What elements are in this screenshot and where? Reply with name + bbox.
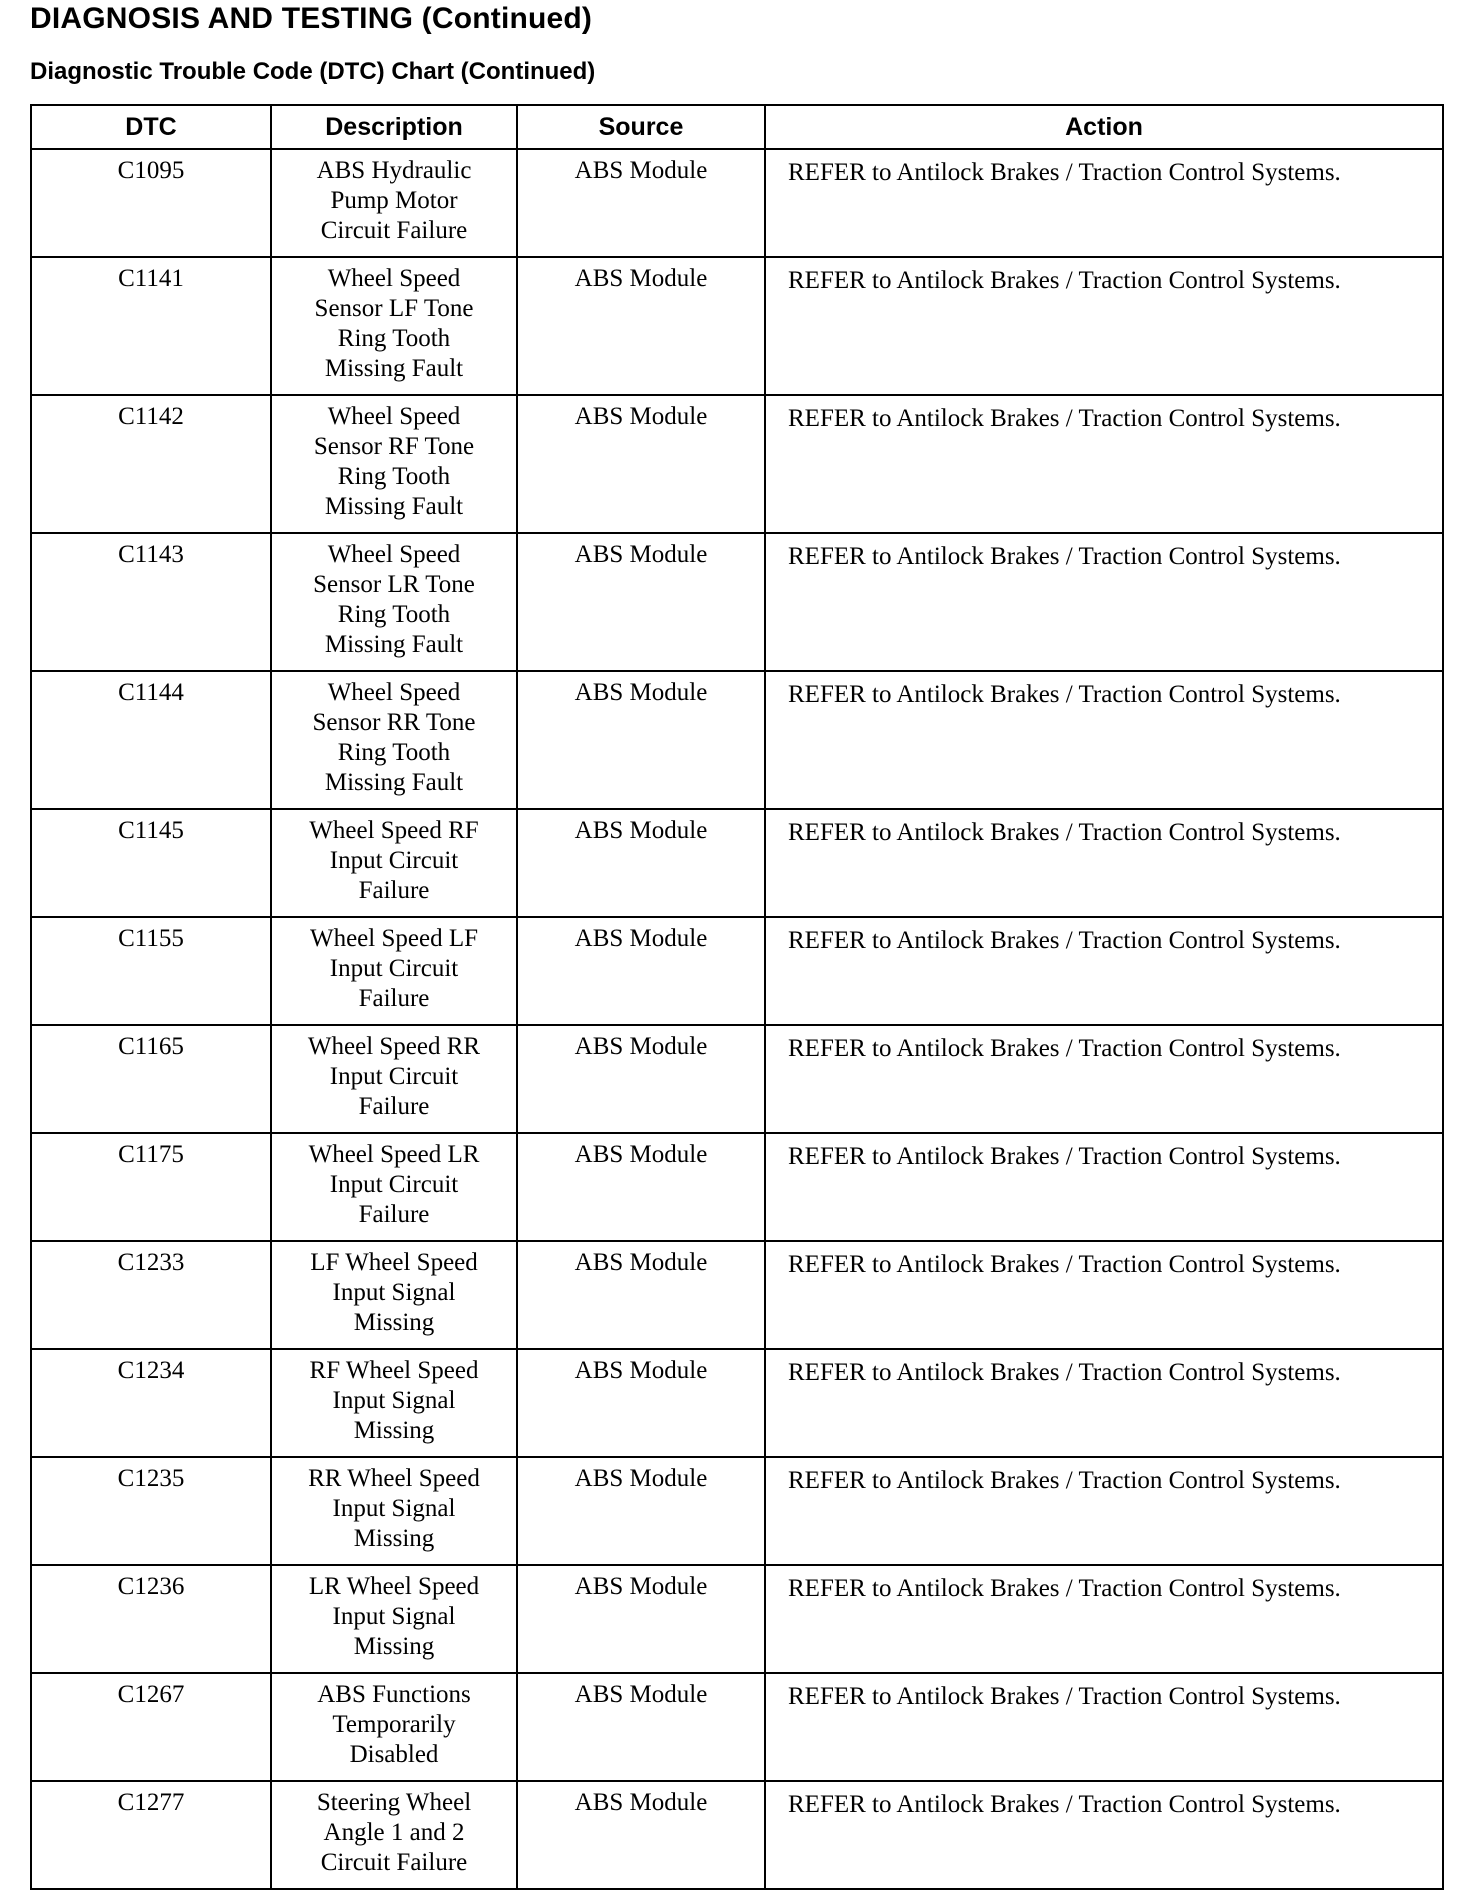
dtc-source: ABS Module (517, 149, 765, 257)
table-row (31, 809, 1443, 917)
dtc-action: REFER to Antilock Brakes / Traction Control Systems. (765, 1241, 1443, 1349)
column-header-description: Description (271, 105, 517, 149)
dtc-action: REFER to Antilock Brakes / Traction Control Systems. (765, 809, 1443, 917)
dtc-code: C1267 (31, 1673, 271, 1781)
dtc-description: Wheel Speed RF Input Circuit Failure (271, 809, 517, 917)
dtc-description: Wheel Speed Sensor LF Tone Ring Tooth Missing Fault (271, 257, 517, 395)
dtc-description: LR Wheel Speed Input Signal Missing (271, 1565, 517, 1673)
dtc-description: ABS Functions Temporarily Disabled (271, 1673, 517, 1781)
dtc-description: Wheel Speed RR Input Circuit Failure (271, 1025, 517, 1133)
dtc-source: ABS Module (517, 1565, 765, 1673)
dtc-action: REFER to Antilock Brakes / Traction Control Systems. (765, 1133, 1443, 1241)
dtc-action: REFER to Antilock Brakes / Traction Control Systems. (765, 917, 1443, 1025)
page-title: DIAGNOSIS AND TESTING (Continued) (30, 2, 593, 35)
dtc-code: C1141 (31, 257, 271, 395)
table-row (31, 257, 1443, 395)
dtc-source: ABS Module (517, 917, 765, 1025)
dtc-code: C1095 (31, 149, 271, 257)
dtc-action: REFER to Antilock Brakes / Traction Control Systems. (765, 1025, 1443, 1133)
dtc-code: C1142 (31, 395, 271, 533)
dtc-description: LF Wheel Speed Input Signal Missing (271, 1241, 517, 1349)
table-row (31, 395, 1443, 533)
dtc-action: REFER to Antilock Brakes / Traction Control Systems. (765, 395, 1443, 533)
dtc-code: C1233 (31, 1241, 271, 1349)
table-row (31, 149, 1443, 257)
table-row (31, 671, 1443, 809)
table-row (31, 1025, 1443, 1133)
dtc-description: Wheel Speed LR Input Circuit Failure (271, 1133, 517, 1241)
dtc-code: C1145 (31, 809, 271, 917)
dtc-code: C1144 (31, 671, 271, 809)
dtc-code: C1165 (31, 1025, 271, 1133)
column-header-dtc: DTC (31, 105, 271, 149)
dtc-action: REFER to Antilock Brakes / Traction Control Systems. (765, 1565, 1443, 1673)
dtc-description: Wheel Speed LF Input Circuit Failure (271, 917, 517, 1025)
dtc-action: REFER to Antilock Brakes / Traction Control Systems. (765, 1673, 1443, 1781)
dtc-code: C1143 (31, 533, 271, 671)
table-row (31, 917, 1443, 1025)
dtc-action: REFER to Antilock Brakes / Traction Control Systems. (765, 1349, 1443, 1457)
dtc-action: REFER to Antilock Brakes / Traction Control Systems. (765, 671, 1443, 809)
dtc-action: REFER to Antilock Brakes / Traction Control Systems. (765, 533, 1443, 671)
table-row (31, 1349, 1443, 1457)
table-header-row (31, 105, 1443, 149)
dtc-source: ABS Module (517, 671, 765, 809)
dtc-description: ABS Hydraulic Pump Motor Circuit Failure (271, 149, 517, 257)
dtc-code: C1234 (31, 1349, 271, 1457)
dtc-action: REFER to Antilock Brakes / Traction Control Systems. (765, 1781, 1443, 1889)
dtc-table (30, 104, 1444, 1890)
dtc-source: ABS Module (517, 809, 765, 917)
dtc-description: Wheel Speed Sensor RF Tone Ring Tooth Missing Fault (271, 395, 517, 533)
column-header-action: Action (765, 105, 1443, 149)
dtc-source: ABS Module (517, 1673, 765, 1781)
dtc-code: C1277 (31, 1781, 271, 1889)
dtc-code: C1235 (31, 1457, 271, 1565)
dtc-action: REFER to Antilock Brakes / Traction Control Systems. (765, 149, 1443, 257)
table-row (31, 533, 1443, 671)
dtc-description: Steering Wheel Angle 1 and 2 Circuit Failure (271, 1781, 517, 1889)
dtc-source: ABS Module (517, 1025, 765, 1133)
table-row (31, 1673, 1443, 1781)
dtc-action: REFER to Antilock Brakes / Traction Control Systems. (765, 1457, 1443, 1565)
dtc-source: ABS Module (517, 1241, 765, 1349)
dtc-code: C1155 (31, 917, 271, 1025)
dtc-source: ABS Module (517, 1781, 765, 1889)
dtc-code: C1236 (31, 1565, 271, 1673)
dtc-description: RF Wheel Speed Input Signal Missing (271, 1349, 517, 1457)
dtc-description: Wheel Speed Sensor RR Tone Ring Tooth Missing Fault (271, 671, 517, 809)
table-row (31, 1457, 1443, 1565)
table-row (31, 1133, 1443, 1241)
dtc-source: ABS Module (517, 1133, 765, 1241)
dtc-source: ABS Module (517, 1457, 765, 1565)
table-row (31, 1781, 1443, 1889)
dtc-source: ABS Module (517, 1349, 765, 1457)
dtc-action: REFER to Antilock Brakes / Traction Control Systems. (765, 257, 1443, 395)
chart-title: Diagnostic Trouble Code (DTC) Chart (Continued) (30, 58, 596, 85)
table-row (31, 1565, 1443, 1673)
dtc-description: RR Wheel Speed Input Signal Missing (271, 1457, 517, 1565)
dtc-source: ABS Module (517, 395, 765, 533)
dtc-source: ABS Module (517, 257, 765, 395)
dtc-code: C1175 (31, 1133, 271, 1241)
dtc-description: Wheel Speed Sensor LR Tone Ring Tooth Missing Fault (271, 533, 517, 671)
column-header-source: Source (517, 105, 765, 149)
table-row (31, 1241, 1443, 1349)
dtc-source: ABS Module (517, 533, 765, 671)
